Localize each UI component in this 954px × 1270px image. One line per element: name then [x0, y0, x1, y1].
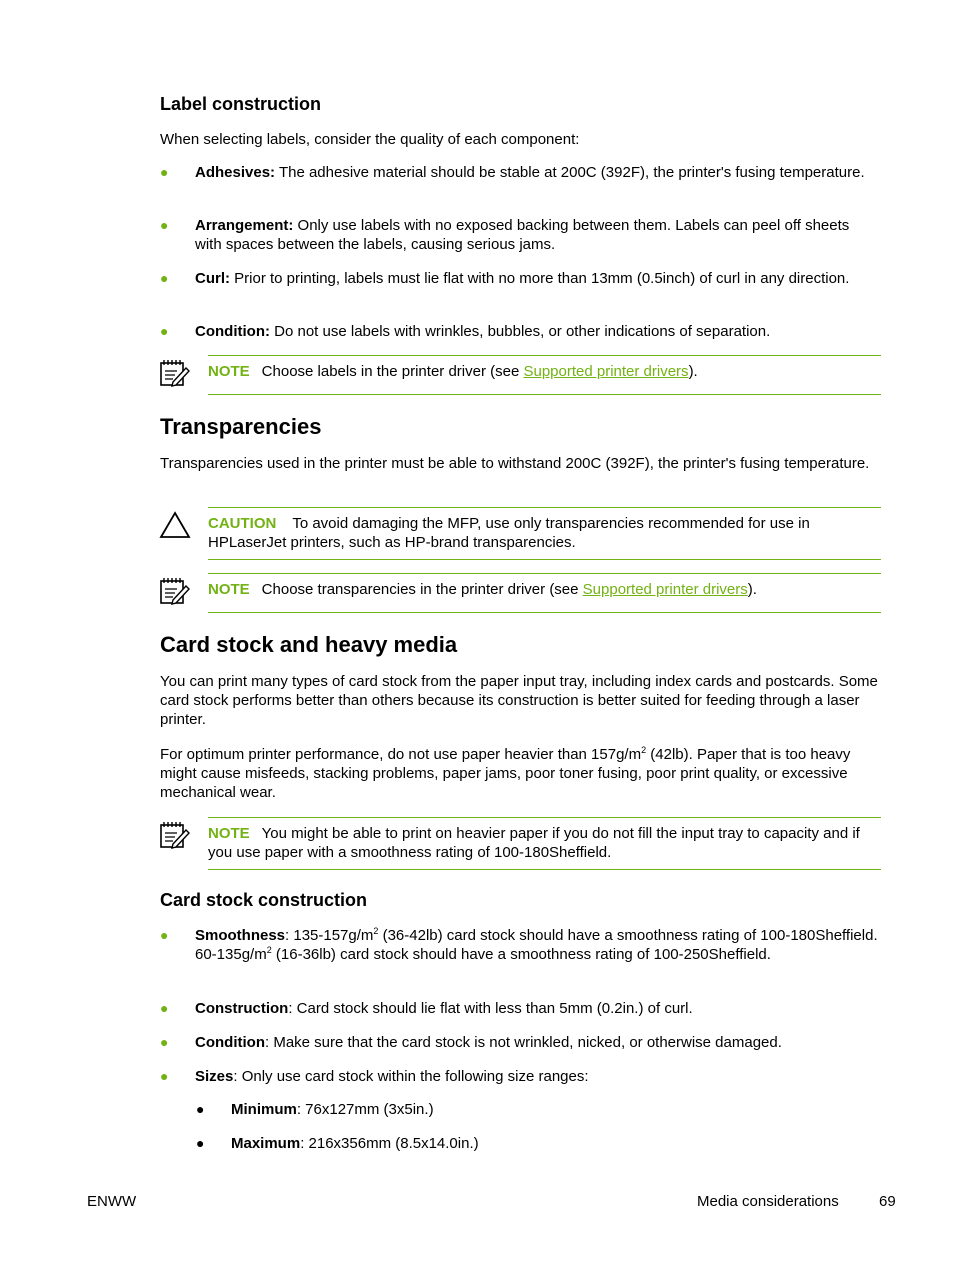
- list-item: ● Sizes: Only use card stock within the following size ranges:: [160, 1068, 589, 1085]
- heading-transparencies: Transparencies: [160, 414, 322, 439]
- note-transparencies: NOTE Choose transparencies in the printer driver (see Supported printer drivers).: [208, 581, 757, 598]
- bullet-icon: ●: [160, 270, 169, 286]
- list-item: ● Adhesives: The adhesive material should be stable at 200C (392F), the printer's fusing temperature.: [160, 164, 865, 181]
- bullet-icon: ●: [160, 1000, 169, 1016]
- list-item: ● Condition: Make sure that the card stock is not wrinkled, nicked, or otherwise damaged.: [160, 1034, 782, 1051]
- heading-label-construction: Label construction: [160, 94, 322, 114]
- note-pad-icon: [159, 576, 191, 606]
- bullet-icon: ●: [160, 1034, 169, 1050]
- caution-transparencies: CAUTION To avoid damaging the MFP, use only transparencies recommended for use in HPLaserJet printers, such as HP-brand transparencies.: [208, 515, 810, 551]
- bullet-icon: ●: [160, 1068, 169, 1084]
- page-number: 69: [879, 1193, 896, 1210]
- bullet-icon: ●: [160, 164, 169, 180]
- list-item: ● Minimum: 76x127mm (3x5in.): [196, 1101, 434, 1118]
- heading-card-stock: Card stock and heavy media: [160, 632, 458, 657]
- supported-printer-drivers-link[interactable]: Supported printer drivers: [582, 581, 748, 598]
- footer-section: Media considerations: [697, 1193, 839, 1210]
- divider: [208, 355, 881, 356]
- bullet-icon: ●: [160, 323, 169, 339]
- transparencies-body: Transparencies used in the printer must be able to withstand 200C (392F), the printer's fusing temperature.: [160, 455, 870, 472]
- divider: [208, 612, 881, 613]
- note-pad-icon: [159, 820, 191, 850]
- divider: [208, 817, 881, 818]
- divider: [208, 507, 881, 508]
- list-item: ● Construction: Card stock should lie flat with less than 5mm (0.2in.) of curl.: [160, 1000, 693, 1017]
- divider: [208, 869, 881, 870]
- label-construction-intro: When selecting labels, consider the quality of each component:: [160, 131, 580, 148]
- note-labels: NOTE Choose labels in the printer driver (see Supported printer drivers).: [208, 363, 698, 380]
- divider: [208, 559, 881, 560]
- note-pad-icon: [159, 358, 191, 388]
- note-heavy-paper: NOTE You might be able to print on heavier paper if you do not fill the input tray to capacity and if you use paper with a smoothness rating of 100-180Sheffield.: [208, 825, 860, 861]
- footer-left: ENWW: [87, 1193, 137, 1210]
- list-item: ● Curl: Prior to printing, labels must lie flat with no more than 13mm (0.5inch) of curl in any direction.: [160, 270, 850, 287]
- divider: [208, 394, 881, 395]
- caution-triangle-icon: [159, 510, 191, 540]
- divider: [208, 573, 881, 574]
- list-item: ● Smoothness: $135-157g/m^2$ (36-42lb) card stock should have a smoothness rating of 100-180Sheffield. $60-135g/m^2$ (16-36lb) card stock should have a smoothness rating of 100-250Sheffield.: [160, 926, 878, 963]
- list-item: ● Condition: Do not use labels with wrinkles, bubbles, or other indications of separation.: [160, 323, 771, 340]
- bullet-icon: ●: [160, 927, 169, 943]
- list-item: ● Arrangement: Only use labels with no exposed backing between them. Labels can peel off sheets with spaces between the labels, causing serious jams.: [160, 217, 850, 253]
- bullet-icon: ●: [196, 1101, 205, 1117]
- heading-card-stock-construction: Card stock construction: [160, 890, 368, 910]
- bullet-icon: ●: [196, 1135, 205, 1151]
- card-stock-para1: You can print many types of card stock from the paper input tray, including index cards and postcards. Some card stock performs better than others because its construction is better suited for feeding through a laser printer.: [160, 673, 878, 728]
- card-stock-para2: For optimum printer performance, do not use paper heavier than $157g/m^2$ (42lb). Paper that is too heavy might cause misfeeds, stacking problems, paper jams, poor toner fusing, poor print quality, or excessive mechanical wear.: [160, 745, 851, 801]
- bullet-icon: ●: [160, 217, 169, 233]
- supported-printer-drivers-link[interactable]: Supported printer drivers: [523, 363, 689, 380]
- list-item: ● Maximum: 216x356mm (8.5x14.0in.): [196, 1135, 479, 1152]
